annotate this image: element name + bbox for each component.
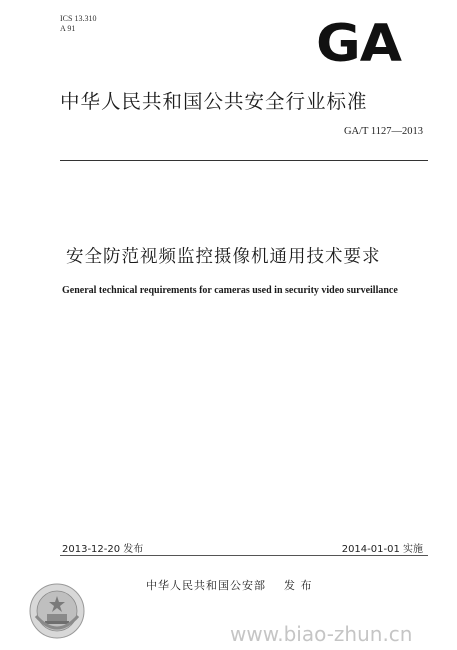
implementation-date: 2014-01-01 实施 [341,544,423,555]
header-divider [60,160,428,161]
title-english: General technical requirements for cameras used in security video surveillance [62,285,398,296]
standard-category: 中华人民共和国公共安全行业标准 [60,90,368,113]
title-chinese: 安全防范视频监控摄像机通用技术要求 [66,247,381,267]
issuer-name: 中华人民共和国公安部 [146,579,266,592]
issuer-action: 发 布 [284,579,313,592]
footer-divider [60,555,428,556]
emblem-icon [28,582,86,640]
ics-code: ICS 13.310 [60,14,97,23]
issuer-line [146,577,313,593]
publish-date: 2013-12-20 发布 [62,544,144,555]
category-code: A 91 [60,24,76,33]
classification-codes [60,14,96,34]
watermark-text: www.biao-zhun.cn [230,622,413,646]
standard-number: GA/T 1127—2013 [343,126,423,137]
ga-logo: GA [316,14,401,74]
